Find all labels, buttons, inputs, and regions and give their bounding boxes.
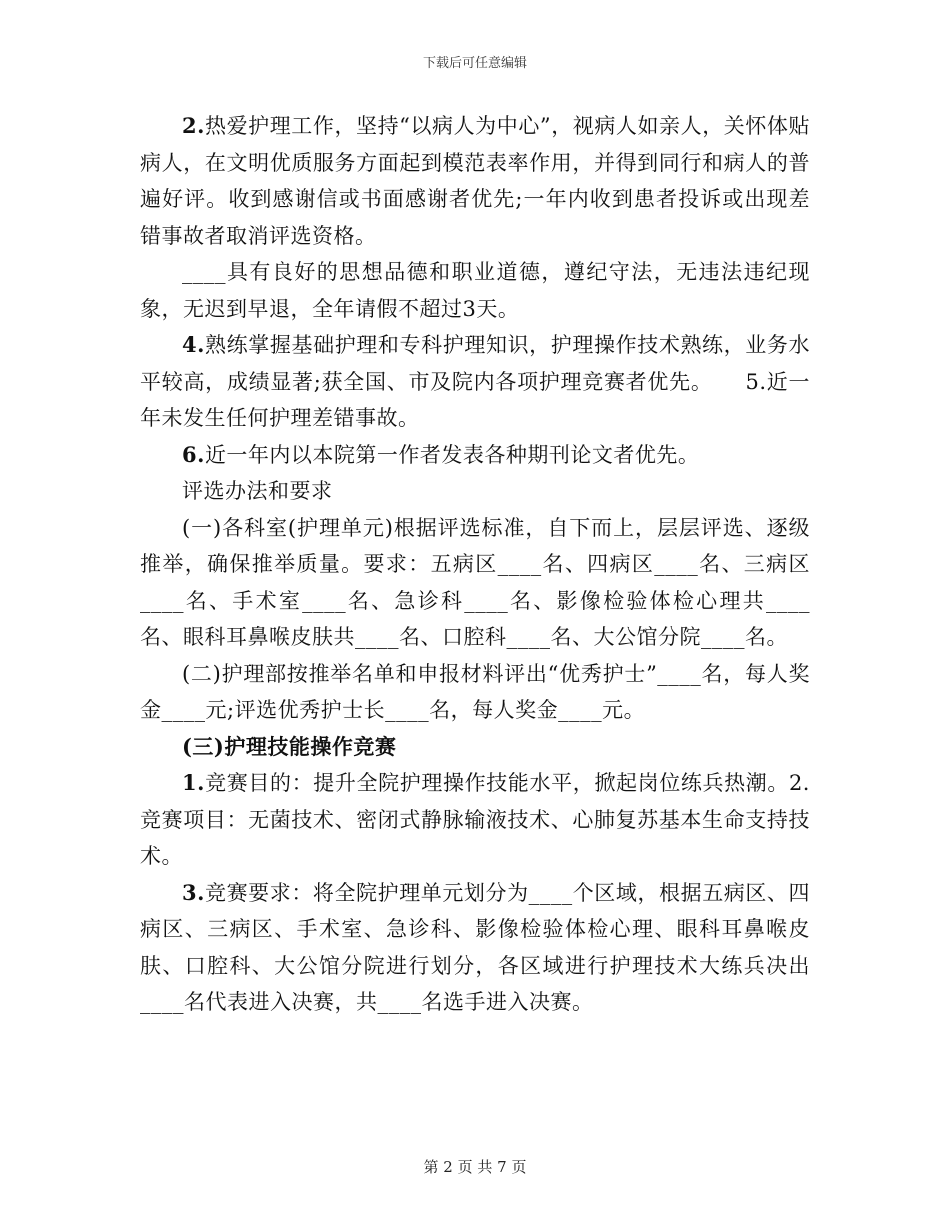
paragraph-text: (二)护理部按推举名单和申报材料评出“优秀护士”____名，每人奖金____元;评选优秀护士长____名，每人奖金____元。 [140, 661, 810, 722]
document-body [140, 108, 810, 1021]
paragraph-2 [140, 108, 810, 254]
item-number: 2. [182, 113, 205, 138]
paragraph-text: (一)各科室(护理单元)根据评选标准，自下而上，层层评选、逐级推举，确保推举质量。要求：五病区____名、四病区____名、三病区____名、手术室____名、急诊科____名、影像检验体检心理共____名、眼科耳鼻喉皮肤共____名、口腔科____名、大公馆分院____名。 [140, 515, 810, 649]
section-heading-selection-method [140, 473, 810, 510]
paragraph-text: ____具有良好的思想品德和职业道德，遵纪守法，无违法违纪现象，无迟到早退，全年请假不超过3天。 [140, 260, 810, 321]
paragraph-6 [140, 437, 810, 474]
paragraph-competition-requirements [140, 875, 810, 1021]
paragraph-text: 热爱护理工作，坚持“以病人为中心”，视病人如亲人，关怀体贴病人，在文明优质服务方面起到模范表率作用，并得到同行和病人的普遍好评。收到感谢信或书面感谢者优先;一年内收到患者投诉或出现差错事故者取消评选资格。 [140, 114, 810, 248]
paragraph-text: 近一年内以本院第一作者发表各种期刊论文者优先。 [204, 442, 700, 467]
paragraph-text: 竞赛要求：将全院护理单元划分为____个区域，根据五病区、四病区、三病区、手术室、急诊科、影像检验体检心理、眼科耳鼻喉皮肤、口腔科、大公馆分院进行划分，各区域进行护理技术大练兵决出____名代表进入决赛，共____名选手进入决赛。 [140, 880, 810, 1014]
paragraph-4 [140, 327, 810, 437]
paragraph-3 [140, 254, 810, 327]
paragraph-text: 熟练掌握基础护理和专科护理知识，护理操作技术熟练，业务水平较高，成绩显著;获全国、市及院内各项护理竞赛者优先。 5.近一年未发生任何护理差错事故。 [140, 333, 810, 430]
item-number: 3. [182, 879, 205, 905]
section-heading-skills-competition [140, 729, 810, 766]
paragraph-text: 评选办法和要求 [182, 479, 333, 503]
page-footer: 第 2 页 共 7 页 [423, 1158, 527, 1176]
paragraph-competition-purpose [140, 765, 810, 875]
page-header: 下载后可任意编辑 [422, 56, 527, 71]
item-number: 4. [182, 332, 205, 357]
item-number: 1. [182, 770, 205, 795]
paragraph-part-one [140, 510, 810, 656]
paragraph-text: 竞赛目的：提升全院护理操作技能水平，掀起岗位练兵热潮。2.竞赛项目：无菌技术、密闭式静脉输液技术、心肺复苏基本生命支持技术。 [140, 771, 810, 868]
paragraph-part-two [140, 656, 810, 729]
item-number: 6. [182, 441, 205, 467]
paragraph-text: (三)护理技能操作竞赛 [182, 733, 397, 759]
